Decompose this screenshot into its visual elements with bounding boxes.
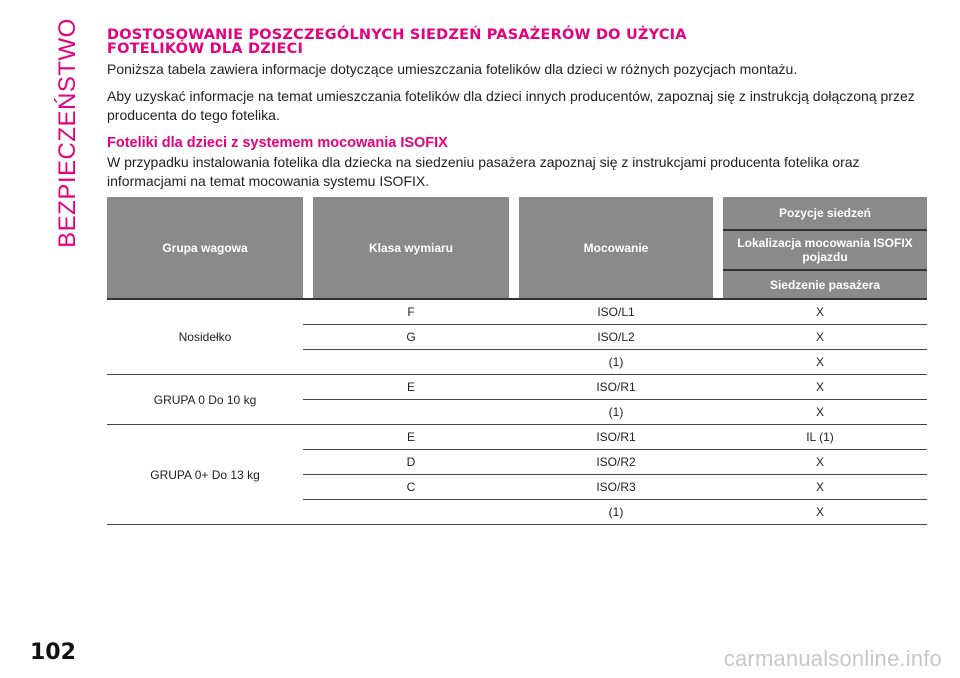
group-name: GRUPA 0 Do 10 kg [153,392,257,407]
cell-mounting: ISO/R3 [596,480,636,494]
cell-mounting: (1) [608,355,624,369]
cell-mounting: ISO/L1 [597,305,635,319]
header-size-class: Klasa wymiaru [313,197,509,298]
header-weight-group: Grupa wagowa [107,197,303,298]
table-row [303,300,927,324]
header-isofix-location: Lokalizacja mocowania ISOFIX pojazdu [723,231,927,271]
table-header [107,197,927,298]
cell-size-class: G [406,330,416,344]
group-rows [303,300,927,374]
group-name: Nosidełko [178,330,232,344]
cell-size-class: C [406,480,416,494]
intro-paragraph: Poniższa tabela zawiera informacje dotyczące umieszczania fotelików dla dzieci w różnych pozycjach montażu. [107,61,798,77]
table-row [303,349,927,374]
cell-passenger-seat: X [815,505,824,519]
table-row [303,399,927,424]
article-title [107,28,927,56]
group-name: GRUPA 0+ Do 13 kg [150,467,260,482]
cell-size-class: D [406,455,416,469]
article-title-line-2: FOTELIKÓW DLA DZIECI [107,41,304,57]
cell-passenger-seat: X [815,480,824,494]
article-body [107,28,927,191]
cell-mounting: ISO/R1 [596,380,636,394]
header-positions: Pozycje siedzeń [723,197,927,231]
section-name: BEZPIECZEŃSTWO [54,17,81,248]
isofix-paragraph: W przypadku instalowania fotelika dla dziecka na siedzeniu pasażera zapoznaj się z instrukcjami producenta fotelika oraz informacjami na temat mocowania systemu ISOFIX. [107,154,860,189]
cell-passenger-seat: X [815,305,824,319]
cell-passenger-seat: X [815,355,824,369]
cell-mounting: (1) [608,405,624,419]
isofix-subheading: Foteliki dla dzieci z systemem mocowania ISOFIX [107,135,448,151]
cell-mounting: (1) [608,505,624,519]
article-title-line-1: DOSTOSOWANIE POSZCZEGÓLNYCH SIEDZEŃ PASAŻERÓW DO UŻYCIA [107,27,687,43]
cell-passenger-seat: X [815,330,824,344]
cell-passenger-seat: X [815,455,824,469]
table-group [107,300,927,375]
cell-mounting: ISO/R1 [596,430,636,444]
group-rows [303,425,927,524]
table-row [303,449,927,474]
cell-passenger-seat: IL (1) [806,430,834,444]
section-side-label [54,17,82,248]
other-manufacturers-paragraph: Aby uzyskać informacje na temat umieszczania fotelików dla dzieci innych producentów, zapoznaj się z instrukcją dołączoną przez producenta do tego fotelika. [107,88,915,123]
watermark-text: carmanualsonline.info [723,646,942,671]
header-passenger-seat: Siedzenie pasażera [723,271,927,298]
table-group [107,375,927,425]
table-row [303,499,927,524]
cell-size-class: E [406,380,415,394]
group-rows [303,375,927,424]
table-row [303,425,927,449]
cell-passenger-seat: X [815,405,824,419]
header-seat-positions [723,197,927,298]
cell-mounting: ISO/R2 [596,455,636,469]
cell-passenger-seat: X [815,380,824,394]
table-row [303,324,927,349]
table-row [303,375,927,399]
table-body [107,298,927,525]
table-group [107,425,927,525]
header-mounting: Mocowanie [519,197,713,298]
cell-size-class: F [407,305,415,319]
page-number: 102 [30,640,76,665]
table-row [303,474,927,499]
cell-size-class: E [406,430,415,444]
cell-mounting: ISO/L2 [597,330,635,344]
isofix-table [107,197,927,525]
